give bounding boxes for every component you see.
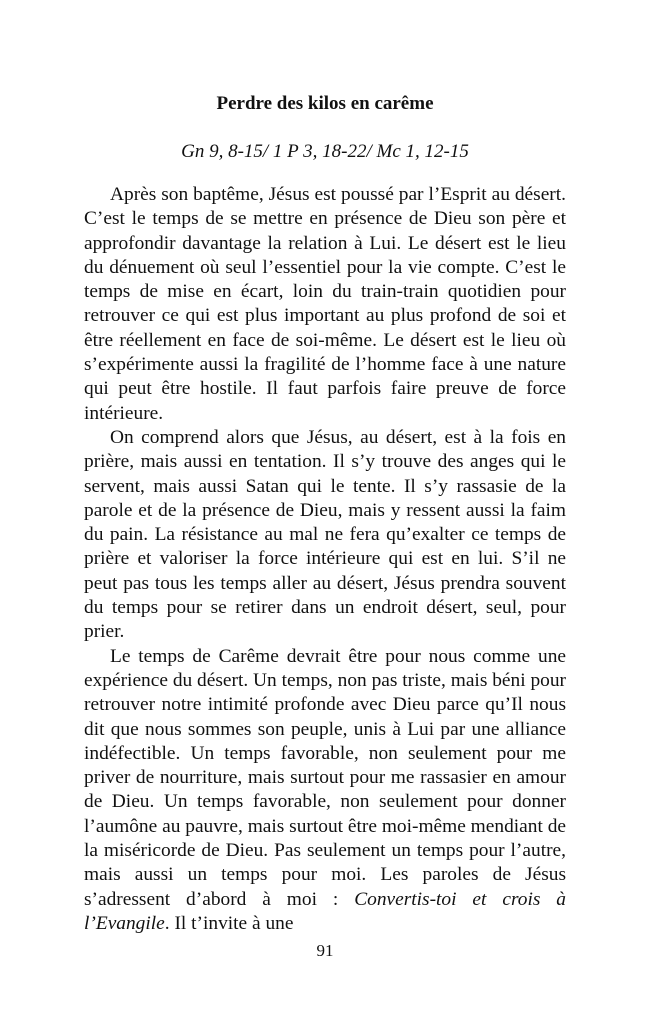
page-title: Perdre des kilos en carême bbox=[216, 93, 434, 114]
page-number: 91 bbox=[316, 941, 334, 960]
gospel-quote: Convertis-toi et crois à l’Evangile bbox=[84, 888, 566, 934]
body-text bbox=[84, 183, 566, 936]
paragraph-1: Après son baptême, Jésus est poussé par l’Esprit au désert. C’est le temps de se mettre en présence de Dieu son père et approfondir davantage la relation à Lui. Le désert est le lieu du dénuement où seul l’essentiel pour la vie compte. C’est le temps de mise en écart, loin du train-train quotidien pour retrouver ce qui est plus important au plus profond de soi et être réellement en face de soi-même. Le désert est le lieu où s’expérimente aussi la fragilité de l’homme face à une nature qui peut être hostile. Il faut parfois faire preuve de force intérieure. bbox=[84, 184, 566, 424]
paragraph-2: On comprend alors que Jésus, au désert, est à la fois en prière, mais aussi en tentation. Il s’y trouve des anges qui le servent, mais aussi Satan qui le tente. Il s’y rassasie de la parole et de la présence de Dieu, mais y ressent aussi la faim du pain. La résistance au mal ne fera qu’exalter ce temps de prière et valoriser la force intérieure qui est en lui. S’il ne peut pas tous les temps aller au désert, Jésus prendra souvent du temps pour se retirer dans un endroit désert, seul, pour prier. bbox=[84, 426, 566, 643]
paragraph-3-text: Le temps de Carême devrait être pour nous comme une expérience du désert. Un temps, non pas triste, mais béni pour retrouver notre intimité profonde avec Dieu parce qu’Il nous dit que nous sommes son peuple, unis à Lui par une alliance indéfectible. Un temps favorable, non seulement pour me priver de nourriture, mais surtout pour me rassasier en amour de Dieu. Un temps favorable, non seulement pour donner l’aumône au pauvre, mais surtout être moi-même mendiant de la miséricorde de Dieu. Pas seulement un temps pour l’autre, mais aussi un temps pour moi. Les paroles de Jésus s’adressent d’abord à moi : bbox=[84, 645, 566, 910]
scripture-references: Gn 9, 8-15/ 1 P 3, 18-22/ Mc 1, 12-15 bbox=[181, 141, 469, 162]
paragraph-3 bbox=[84, 645, 566, 937]
paragraph-3-tail: . Il t’invite à une bbox=[164, 912, 294, 934]
